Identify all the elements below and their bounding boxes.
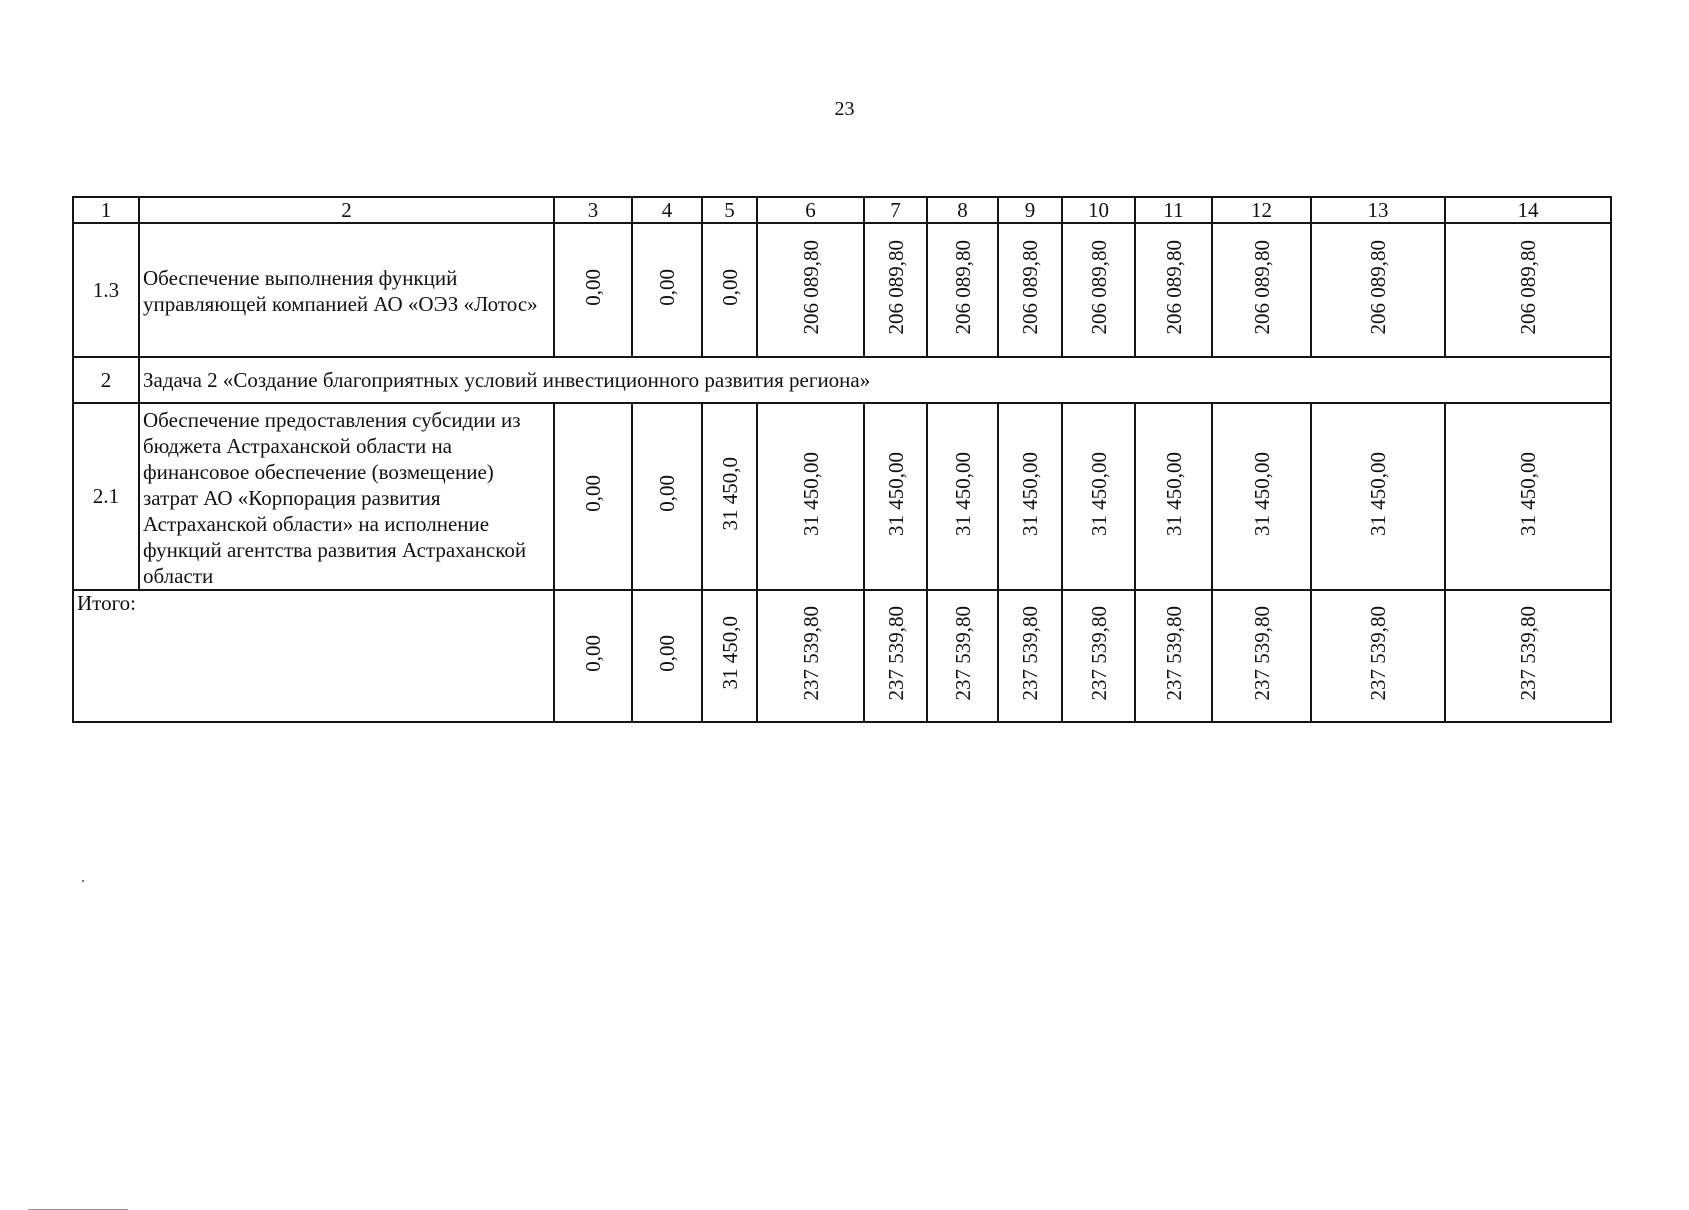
total-value-cell: [554, 590, 632, 722]
total-value-cell: [1212, 590, 1311, 722]
total-value-text: 237 539,80: [950, 605, 975, 701]
value-cell: [1212, 223, 1311, 357]
value-text: 31 450,0: [717, 456, 742, 531]
value-text: 0,00: [717, 268, 742, 306]
value-cell: [632, 403, 702, 590]
header-cell: 5: [702, 197, 757, 223]
value-text: 206 089,80: [1086, 239, 1111, 335]
value-cell: [702, 223, 757, 357]
header-cell: 8: [927, 197, 998, 223]
total-value-text: 237 539,80: [1018, 605, 1042, 701]
page-number: 23: [834, 98, 855, 120]
value-cell: [864, 403, 927, 590]
header-cell: 14: [1445, 197, 1611, 223]
value-text: 206 089,80: [1516, 239, 1540, 335]
value-cell: [757, 223, 864, 357]
value-text: 0,00: [581, 475, 605, 512]
total-value-text: 31 450,0: [717, 616, 742, 690]
total-value-text: 237 539,80: [1249, 605, 1274, 701]
row-description: Обеспечение предоставления субсидии из бюджета Астраханской области на финансовое обеспечение (возмещение) затрат АО «Корпорация развития Астраханской области» на исполнение функций агентства развития Астраханской области: [139, 403, 554, 590]
value-cell: [702, 403, 757, 590]
total-value-text: 237 539,80: [883, 605, 908, 701]
value-text: 206 089,80: [883, 239, 908, 335]
total-value-text: 237 539,80: [798, 605, 823, 701]
total-value-text: 237 539,80: [1366, 605, 1390, 701]
header-cell: 12: [1212, 197, 1311, 223]
value-text: 31 450,00: [883, 451, 908, 536]
value-cell: [1135, 223, 1212, 357]
value-cell: [864, 223, 927, 357]
value-cell: [1311, 223, 1445, 357]
value-cell: [554, 403, 632, 590]
value-text: 31 450,00: [1516, 451, 1540, 536]
total-value-cell: [1062, 590, 1135, 722]
value-cell: [927, 223, 998, 357]
value-text: 206 089,80: [1161, 239, 1186, 335]
total-value-cell: [702, 590, 757, 722]
header-cell: 9: [998, 197, 1062, 223]
total-value-text: 237 539,80: [1516, 605, 1540, 701]
task-row: [73, 357, 1611, 403]
value-cell: [1212, 403, 1311, 590]
total-value-text: 237 539,80: [1161, 605, 1186, 701]
header-cell: 2: [139, 197, 554, 223]
header-cell: 4: [632, 197, 702, 223]
header-row: [73, 197, 1611, 223]
table-row: [73, 403, 1611, 590]
value-text: 31 450,00: [798, 451, 823, 536]
value-text: 31 450,00: [1161, 451, 1186, 536]
value-cell: [998, 403, 1062, 590]
value-text: 31 450,00: [1018, 451, 1042, 536]
value-cell: [1445, 223, 1611, 357]
header-cell: 3: [554, 197, 632, 223]
total-value-cell: [864, 590, 927, 722]
value-cell: [1062, 223, 1135, 357]
value-text: 0,00: [655, 268, 679, 306]
value-text: 206 089,80: [1366, 239, 1390, 335]
budget-table: [72, 196, 1612, 723]
total-value-cell: [1445, 590, 1611, 722]
total-value-text: 0,00: [581, 634, 605, 672]
total-label: Итого:: [73, 590, 554, 722]
value-text: 0,00: [581, 268, 605, 306]
value-cell: [927, 403, 998, 590]
value-text: 206 089,80: [1018, 239, 1042, 335]
total-value-cell: [757, 590, 864, 722]
total-value-cell: [998, 590, 1062, 722]
value-text: 31 450,00: [950, 451, 975, 536]
value-text: 0,00: [655, 475, 679, 512]
total-value-cell: [1135, 590, 1212, 722]
value-text: 31 450,00: [1086, 451, 1111, 536]
value-cell: [1445, 403, 1611, 590]
total-value-text: 237 539,80: [1086, 605, 1111, 701]
value-text: 206 089,80: [1249, 239, 1274, 335]
header-cell: 13: [1311, 197, 1445, 223]
header-cell: 6: [757, 197, 864, 223]
budget-table-container: [72, 196, 1610, 723]
value-cell: [1062, 403, 1135, 590]
row-number: 2: [73, 357, 139, 403]
header-cell: 11: [1135, 197, 1212, 223]
total-value-cell: [927, 590, 998, 722]
header-cell: 10: [1062, 197, 1135, 223]
value-text: 31 450,00: [1366, 451, 1390, 536]
total-row: [73, 590, 1611, 722]
header-cell: 7: [864, 197, 927, 223]
row-description: Обеспечение выполнения функций управляющей компанией АО «ОЭЗ «Лотос»: [139, 223, 554, 357]
total-value-text: 0,00: [655, 634, 679, 672]
total-value-cell: [632, 590, 702, 722]
row-number: 1.3: [73, 223, 139, 357]
value-text: 31 450,00: [1249, 451, 1274, 536]
value-cell: [1135, 403, 1212, 590]
task-title: Задача 2 «Создание благоприятных условий инвестиционного развития региона»: [139, 357, 1611, 403]
value-cell: [757, 403, 864, 590]
value-text: 206 089,80: [798, 239, 823, 335]
value-text: 206 089,80: [950, 239, 975, 335]
total-value-cell: [1311, 590, 1445, 722]
value-cell: [998, 223, 1062, 357]
scan-speck: [82, 880, 84, 882]
value-cell: [1311, 403, 1445, 590]
table-row: [73, 223, 1611, 357]
row-number: 2.1: [73, 403, 139, 590]
header-cell: 1: [73, 197, 139, 223]
value-cell: [554, 223, 632, 357]
value-cell: [632, 223, 702, 357]
